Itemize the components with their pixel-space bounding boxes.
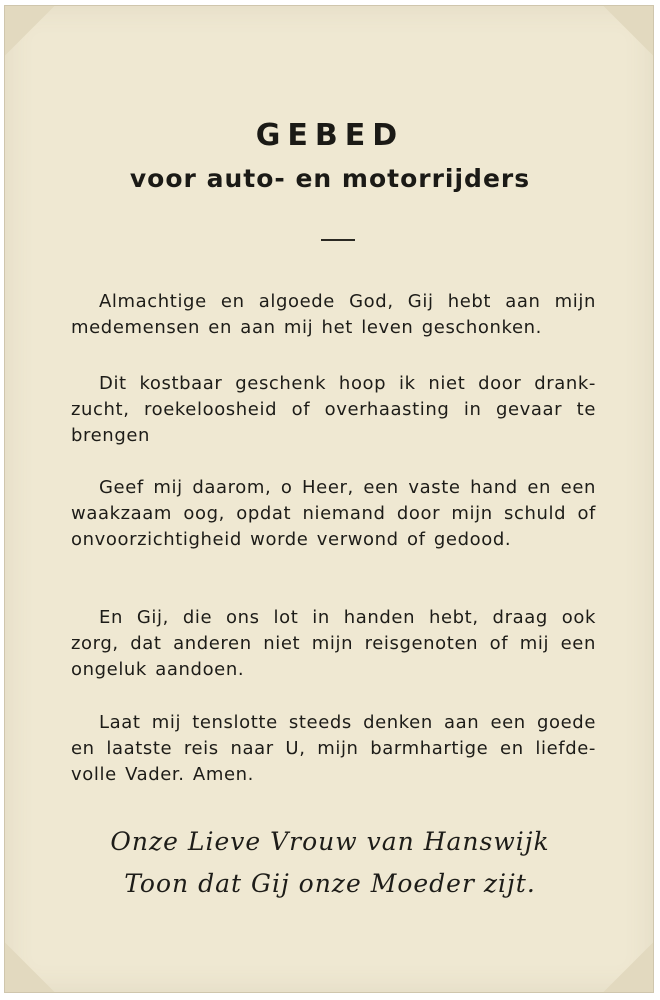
prayer-card (4, 5, 654, 993)
title-divider (321, 239, 355, 241)
closing-line-1: Onze Lieve Vrouw van Hanswijk (110, 827, 550, 856)
prayer-paragraph-3: Geef mij daarom, o Heer, een vaste hand en een waakzaam oog, opdat niemand door mijn schuld of onvoorzichtigheid worde verwond of gedood. (71, 477, 596, 550)
prayer-paragraph-4: En Gij, die ons lot in handen hebt, draag ook zorg, dat anderen niet mijn reisgenoten of mij een ongeluk aandoen. (71, 607, 596, 680)
prayer-paragraph-1: Almachtige en algoede God, Gij hebt aan mijn medemensen en aan mij het leven geschonken. (71, 291, 596, 338)
photo-corner-bottom-left (4, 943, 54, 993)
photo-corner-top-left (4, 5, 54, 55)
prayer-paragraph-5: Laat mij tenslotte steeds denken aan een goede en laatste reis naar U, mijn barmhartige en liefde-volle Vader. Amen. (71, 712, 596, 785)
closing-line-2: Toon dat Gij onze Moeder zijt. (124, 869, 536, 898)
photo-corner-bottom-right (604, 943, 654, 993)
prayer-subtitle: voor auto- en motorrijders (129, 164, 531, 193)
photo-corner-top-right (604, 5, 654, 55)
prayer-title: GEBED (255, 118, 405, 153)
prayer-paragraph-2: Dit kostbaar geschenk hoop ik niet door drank-zucht, roekeloosheid of overhaasting in gevaar te brengen (71, 373, 596, 446)
